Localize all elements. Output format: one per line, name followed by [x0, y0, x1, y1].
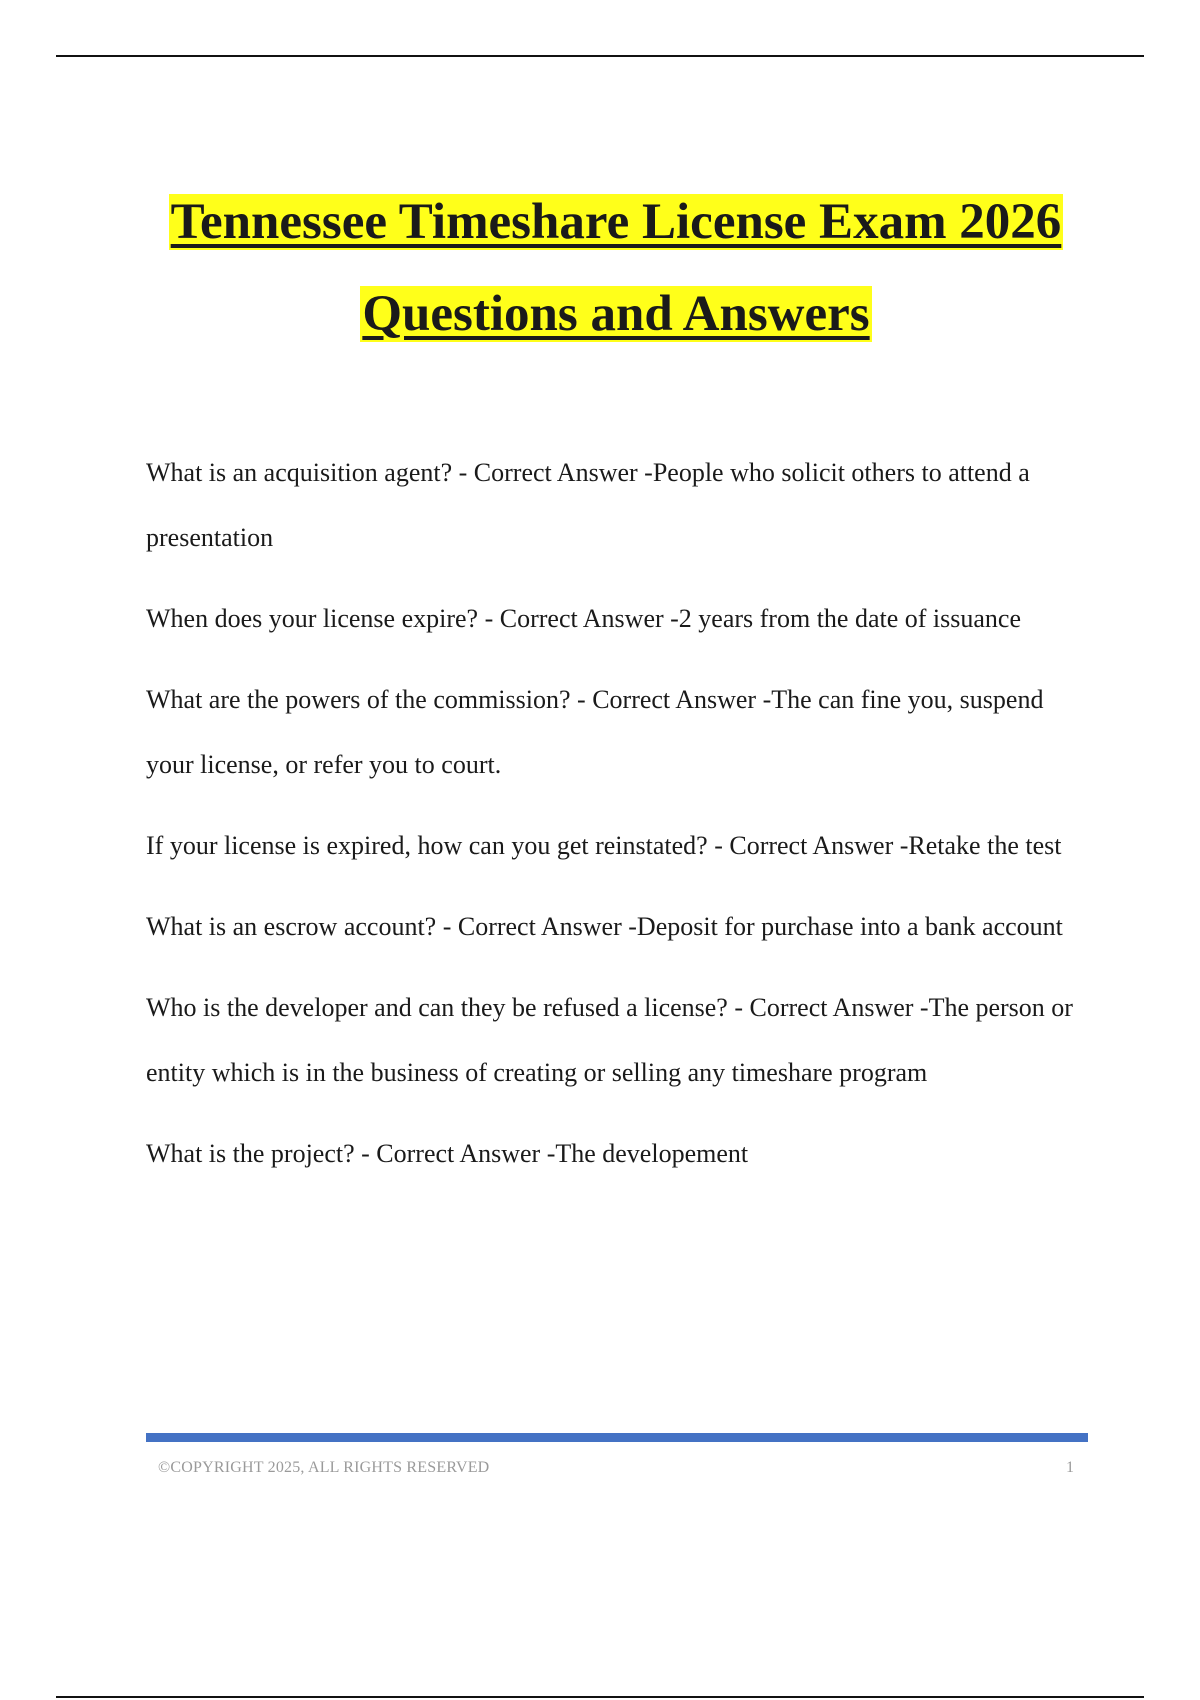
top-rule — [56, 55, 1144, 57]
qa-list — [146, 440, 1096, 1186]
qa-item: Who is the developer and can they be refused a license? - Correct Answer -The person or entity which is in the business of creating or selling any timeshare program — [146, 993, 1073, 1087]
qa-item: When does your license expire? - Correct Answer -2 years from the date of issuance — [146, 604, 1021, 633]
qa-item: What is an acquisition agent? - Correct Answer -People who solicit others to attend a presentation — [146, 458, 1030, 552]
title-line-1: Tennessee Timeshare License Exam 2026 — [170, 194, 1062, 250]
title-line-2: Questions and Answers — [362, 286, 870, 342]
qa-item: What are the powers of the commission? - Correct Answer -The can fine you, suspend your license, or refer you to court. — [146, 685, 1044, 779]
qa-item: If your license is expired, how can you get reinstated? - Correct Answer -Retake the test — [146, 831, 1062, 860]
footer-copyright: ©COPYRIGHT 2025, ALL RIGHTS RESERVED — [158, 1459, 490, 1476]
page-title — [0, 176, 1200, 360]
page-number: 1 — [1066, 1459, 1074, 1476]
qa-item: What is an escrow account? - Correct Answer -Deposit for purchase into a bank account — [146, 912, 1063, 941]
bottom-rule — [56, 1696, 1144, 1698]
footer-divider-bar — [146, 1433, 1088, 1442]
qa-item: What is the project? - Correct Answer -The developement — [146, 1139, 749, 1168]
